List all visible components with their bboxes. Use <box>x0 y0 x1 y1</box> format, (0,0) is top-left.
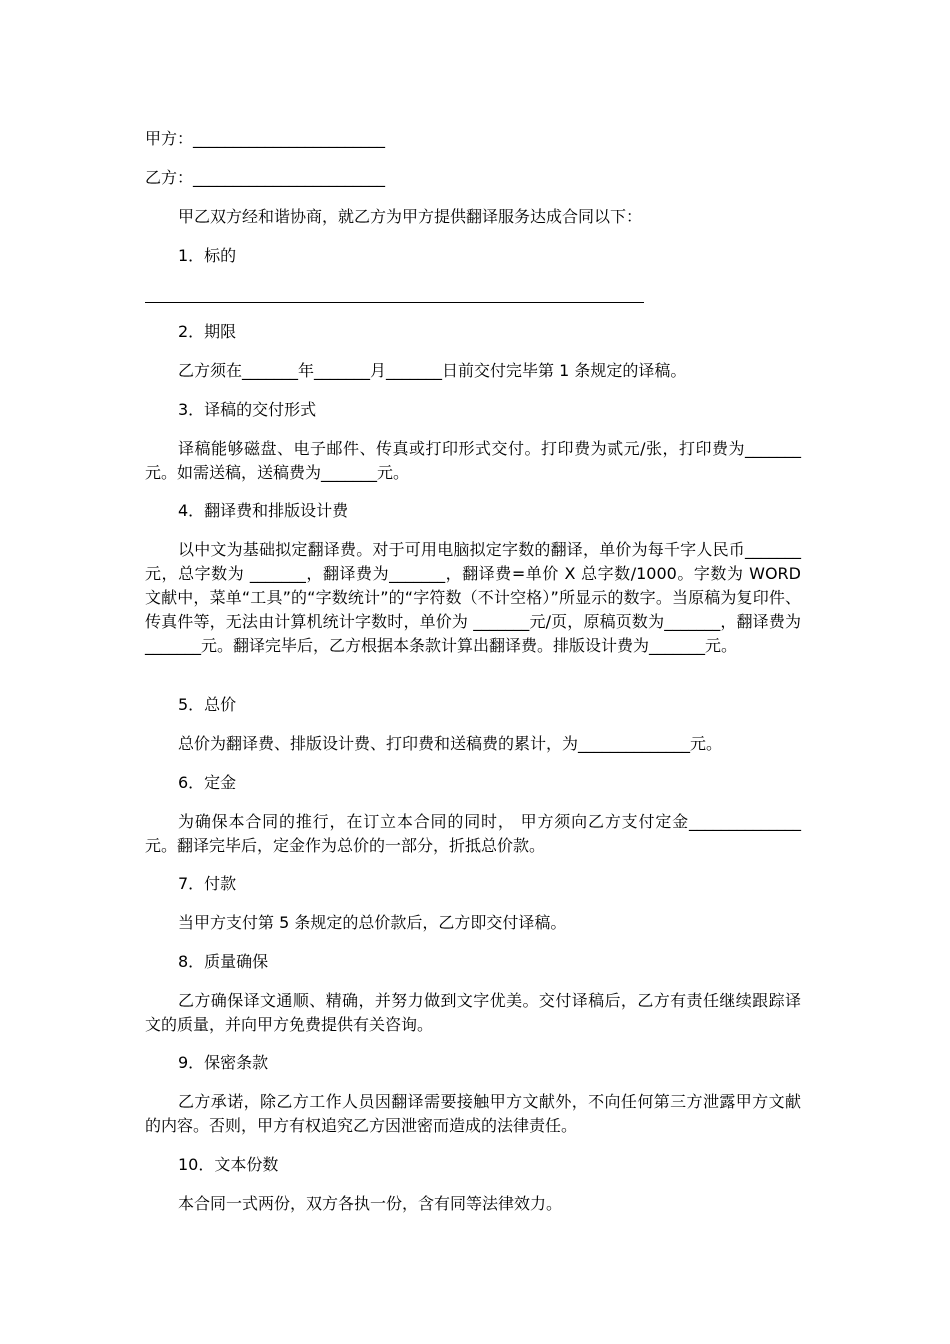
section-2-body: 乙方须在_______年_______月_______日前交付完毕第 1 条规定的译稿。 <box>178 361 687 380</box>
section-4-body: 以中文为基础拟定翻译费。对于可用电脑拟定字数的翻译，单价为每千字人民币_______元，总字数为 _______，翻译费为_______，翻译费=单价 X 总字数/1000。字数为 WORD 文献中，菜单“工具”的“字数统计”的“字符数（不计空格）”所显示的数字。当原稿为复印件、传真件等，无法由计算机统计字数时，单价为 _______元/页，原稿页数为_______，翻译费为_______元。翻译完毕后，乙方根据本条款计算出翻译费。排版设计费为_______元。 <box>145 540 807 655</box>
section-10-body: 本合同一式两份，双方各执一份，含有同等法律效力。 <box>178 1194 563 1213</box>
party-a-line: 甲方：________________________ <box>145 129 386 148</box>
section-3-body: 译稿能够磁盘、电子邮件、传真或打印形式交付。打印费为贰元/张，打印费为_______元。如需送稿，送稿费为_______元。 <box>145 439 801 482</box>
section-8-body: 乙方确保译文通顺、精确，并努力做到文字优美。交付译稿后，乙方有责任继续跟踪译文的质量，并向甲方免费提供有关咨询。 <box>145 991 801 1034</box>
section-10-heading: 10．文本份数 <box>178 1155 279 1174</box>
section-8-heading: 8．质量确保 <box>178 952 269 971</box>
section-1-heading: 1．标的 <box>178 246 237 265</box>
section-5-body: 总价为翻译费、排版设计费、打印费和送稿费的累计，为______________元。 <box>178 734 723 753</box>
section-2-heading: 2．期限 <box>178 322 237 341</box>
section-6-body: 为确保本合同的推行，在订立本合同的同时， 甲方须向乙方支付定金______________元。翻译完毕后，定金作为总价的一部分，折抵总价款。 <box>145 812 801 855</box>
section-9-heading: 9．保密条款 <box>178 1053 269 1072</box>
section-7-body: 当甲方支付第 5 条规定的总价款后，乙方即交付译稿。 <box>178 913 567 932</box>
section-6-heading: 6．定金 <box>178 773 237 792</box>
section-5-heading: 5．总价 <box>178 695 237 714</box>
section-3-heading: 3．译稿的交付形式 <box>178 400 317 419</box>
section-4-heading: 4．翻译费和排版设计费 <box>178 501 349 520</box>
party-b-line: 乙方：________________________ <box>145 168 386 187</box>
intro-text: 甲乙双方经和谐协商，就乙方为甲方提供翻译服务达成合同以下： <box>178 207 643 226</box>
subject-blank-line <box>145 302 644 303</box>
section-7-heading: 7．付款 <box>178 874 237 893</box>
section-9-body: 乙方承诺，除乙方工作人员因翻译需要接触甲方文献外，不向任何第三方泄露甲方文献的内容。否则，甲方有权追究乙方因泄密而造成的法律责任。 <box>145 1092 801 1135</box>
